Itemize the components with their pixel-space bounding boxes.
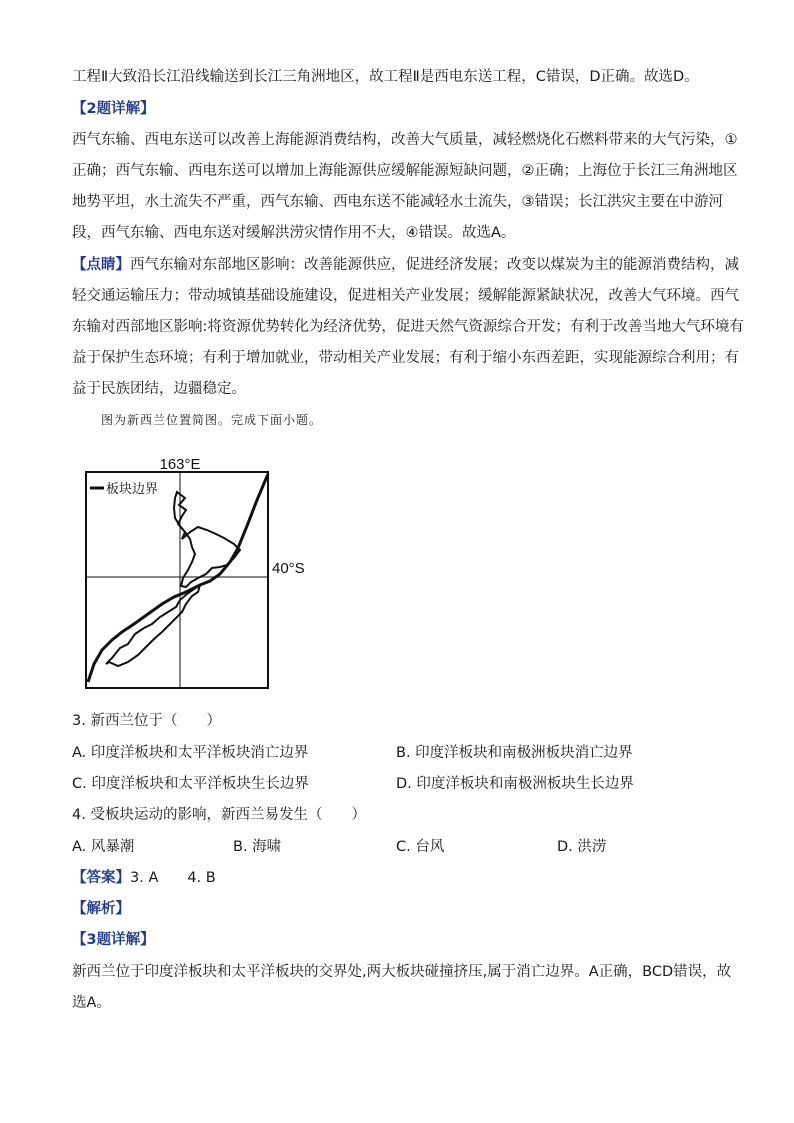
q3-stem: 3. 新西兰位于（ ） — [72, 713, 221, 729]
highlight-line: 轻交通运输压力；带动城镇基础设施建设，促进相关产业发展；缓解能源紧缺状况，改善大气环境。西气 — [72, 288, 739, 304]
longitude-label: 163°E — [159, 456, 201, 473]
analysis-header: 【解析】 — [72, 901, 130, 917]
q2-detail-line: 段，西气东输、西电东送对缓解洪涝灾情作用不大，④错误。故选A。 — [72, 225, 516, 241]
q4-option-a: A. 风暴潮 — [72, 839, 135, 855]
section-header-q3: 【3题详解】 — [72, 932, 155, 948]
south-island-shape — [106, 585, 200, 666]
answer-line — [72, 868, 216, 888]
q3-detail-line: 选A。 — [72, 995, 111, 1011]
q4-stem: 4. 受板块运动的影响，新西兰易发生（ ） — [72, 807, 366, 823]
highlight-line-first — [72, 255, 739, 275]
highlight-line: 益于民族团结，边疆稳定。 — [72, 381, 246, 397]
answer-label: 【答案】 — [72, 870, 130, 886]
q2-detail-line: 正确；西气东输、西电东送可以增加上海能源供应缓解能源短缺问题，②正确；上海位于长江三角洲地区 — [72, 163, 738, 179]
q3-option-a: A. 印度洋板块和太平洋板块消亡边界 — [72, 745, 309, 761]
q4-option-d: D. 洪涝 — [557, 839, 607, 855]
q3-option-c: C. 印度洋板块和太平洋板块生长边界 — [72, 776, 309, 792]
answer-text: 3. A 4. B — [130, 870, 216, 886]
q3-option-b: B. 印度洋板块和南极洲板块消亡边界 — [396, 745, 633, 761]
highlight-line: 东输对西部地区影响:将资源优势转化为经济优势，促进天然气资源综合开发；有利于改善当地大气环境有 — [72, 319, 744, 335]
highlight-line: 益于保护生态环境；有利于增加就业，带动相关产业发展；有利于缩小东西差距，实现能源综合利用；有 — [72, 350, 739, 366]
legend-label: 板块边界 — [106, 481, 159, 496]
q4-option-c: C. 台风 — [396, 839, 445, 855]
latitude-label: 40°S — [272, 560, 305, 577]
highlight-text: 西气东输对东部地区影响：改善能源供应，促进经济发展；改变以煤炭为主的能源消费结构，减 — [130, 257, 739, 273]
new-zealand-map — [82, 452, 322, 692]
figure-caption: 图为新西兰位置简图。完成下面小题。 — [101, 413, 323, 427]
section-header-q2: 【2题详解】 — [72, 101, 155, 117]
north-island-shape — [174, 492, 240, 587]
q3-option-d: D. 印度洋板块和南极洲板块生长边界 — [396, 776, 634, 792]
q3-detail-line: 新西兰位于印度洋板块和太平洋板块的交界处,两大板块碰撞挤压,属于消亡边界。A正确，BCD错误，故 — [72, 964, 732, 980]
paragraph-text: 工程Ⅱ大致沿长江沿线输送到长江三角洲地区，故工程Ⅱ是西电东送工程，C错误，D正确。故选D。 — [72, 69, 699, 85]
q4-option-b: B. 海啸 — [233, 839, 282, 855]
highlight-header: 【点睛】 — [72, 257, 130, 273]
q2-detail-line: 西气东输、西电东送可以改善上海能源消费结构，改善大气质量，减轻燃烧化石燃料带来的大气污染，① — [72, 132, 738, 148]
q2-detail-line: 地势平坦，水土流失不严重，西气东输、西电东送不能减轻水土流失，③错误；长江洪灾主要在中游河 — [72, 194, 723, 210]
